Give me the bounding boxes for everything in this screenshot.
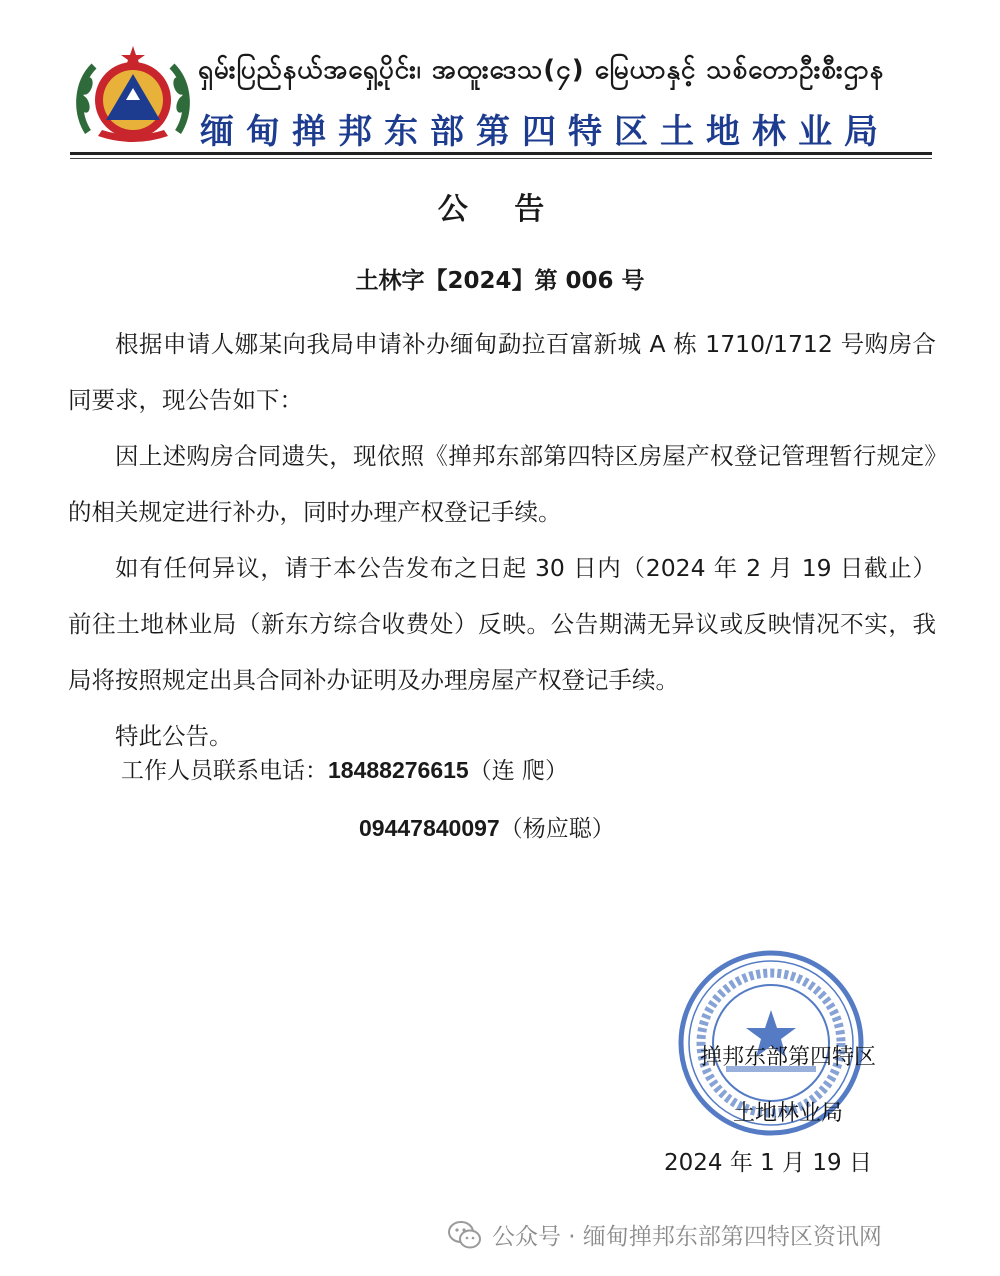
footer-watermark — [448, 1218, 882, 1251]
contact-person: （杨应聪） — [499, 816, 615, 842]
contact-person: （连 爬） — [468, 758, 569, 784]
wechat-icon — [448, 1220, 482, 1250]
paragraph-objection: 如有任何异议，请于本公告发布之日起 30 日内（2024 年 2 月 19 日截止）前往土地林业局（新东方综合收费处）反映。公告期满无异议或反映情况不实，我局将按照规定出具合同补办证明及办理房屋产权登记手续。 — [68, 554, 936, 694]
contact-line-1 — [121, 752, 568, 785]
header-burmese-title: ရှမ်းပြည်နယ်အရှေ့ပိုင်း၊ အထူးဒေသ(၄) မြေယာနှင့် သစ်တောဦးစီးဌာန — [198, 55, 885, 85]
document-title: 公 告 — [437, 192, 563, 227]
header-divider — [70, 152, 932, 155]
contact-phone: 09447840097 — [359, 815, 500, 841]
document-body — [68, 316, 936, 764]
header-divider-thin — [70, 158, 932, 159]
signature-org-line2: 土地林业局 — [732, 1101, 843, 1126]
paragraph-reason: 因上述购房合同遗失，现依照《掸邦东部第四特区房屋产权登记管理暂行规定》的相关规定进行补办，同时办理产权登记手续。 — [68, 442, 936, 526]
signature-org-line1: 掸邦东部第四特区 — [699, 1045, 876, 1070]
paragraph-closing: 特此公告。 — [115, 722, 233, 750]
signature-organization — [676, 1030, 900, 1142]
contact-label: 工作人员联系电话： — [121, 758, 328, 784]
document-number: 土林字【2024】第 006 号 — [355, 268, 645, 294]
bureau-emblem-icon — [74, 44, 192, 148]
footer-watermark-text: 公众号 · 缅甸掸邦东部第四特区资讯网 — [492, 1224, 882, 1250]
signature-date: 2024 年 1 月 19 日 — [664, 1150, 872, 1176]
paragraph-application: 根据申请人娜某向我局申请补办缅甸勐拉百富新城 A 栋 1710/1712 号购房合同要求，现公告如下： — [68, 330, 936, 414]
header-chinese-title: 缅甸掸邦东部第四特区土地林业局 — [200, 112, 890, 152]
contact-line-2 — [359, 810, 615, 843]
contact-phone: 18488276615 — [328, 757, 469, 783]
